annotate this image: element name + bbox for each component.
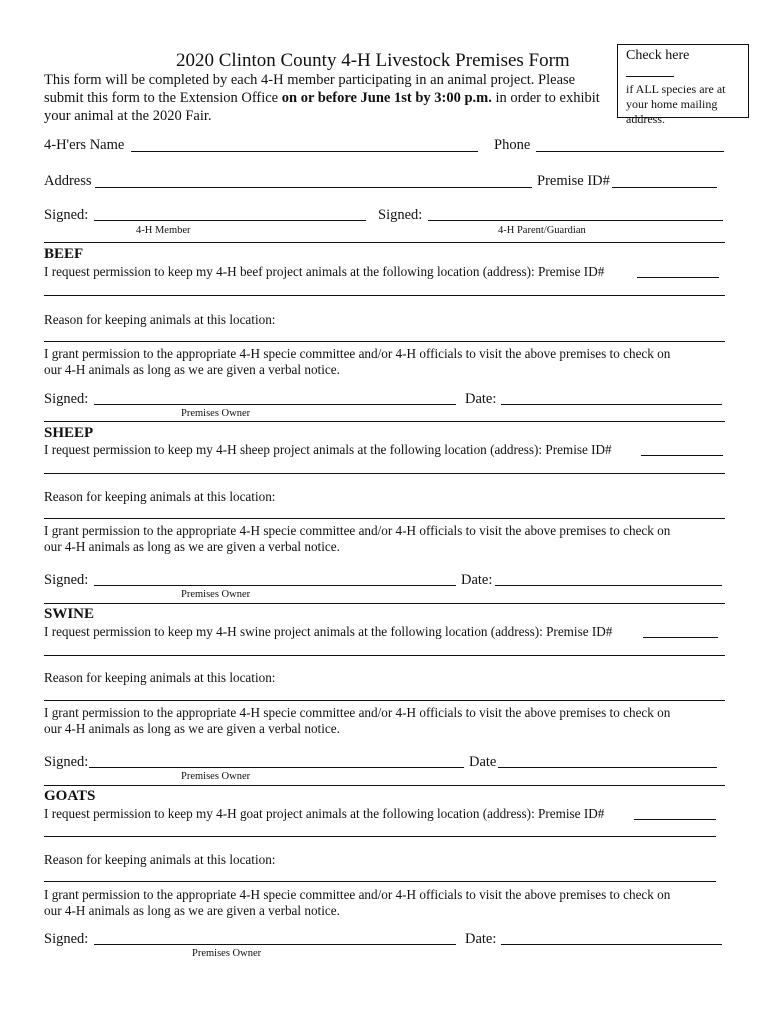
beef-grant-line-1: I grant permission to the appropriate 4-H specie committee and/or 4-H officials to visit the above premises to check on <box>44 346 671 361</box>
swine-premise-id-field[interactable] <box>643 637 718 638</box>
beef-owner-caption: Premises Owner <box>181 408 251 419</box>
sheep-request-text: I request permission to keep my 4-H sheep project animals at the following location (address): Premise ID# <box>44 442 612 457</box>
swine-signed-label: Signed: <box>44 754 89 770</box>
sheep-premise-id-field[interactable] <box>641 455 723 456</box>
check-here-line <box>626 47 740 82</box>
check-here-note: if ALL species are at your home mailing address. <box>626 82 726 126</box>
beef-date-label: Date: <box>465 391 497 407</box>
goats-grant-line-1: I grant permission to the appropriate 4-H specie committee and/or 4-H officials to visit the above premises to check on <box>44 887 671 902</box>
goats-reason-field[interactable] <box>44 881 716 882</box>
swine-owner-caption: Premises Owner <box>181 771 251 782</box>
intro-part-1: This form will be completed by each 4-H member participating in an animal project. Please submit this form to the Extension Office <box>44 72 576 106</box>
goats-divider <box>44 785 725 786</box>
premise-id-field[interactable] <box>612 187 717 188</box>
name-field-last[interactable] <box>305 151 478 152</box>
swine-owner-signature-field[interactable] <box>89 767 464 768</box>
goats-signed-label: Signed: <box>44 931 89 947</box>
goats-request-text: I request permission to keep my 4-H goat project animals at the following location (address): Premise ID# <box>44 806 605 821</box>
member-signed-label: Signed: <box>44 207 89 223</box>
swine-reason-label: Reason for keeping animals at this location: <box>44 670 276 685</box>
swine-date-field[interactable] <box>498 767 717 768</box>
address-field[interactable] <box>95 187 532 188</box>
guardian-signature-field[interactable] <box>428 220 723 221</box>
sheep-heading: SHEEP <box>44 425 94 441</box>
name-label: 4-H'ers Name <box>44 137 125 153</box>
name-field-first[interactable] <box>131 151 305 152</box>
beef-reason-field[interactable] <box>44 341 725 342</box>
sheep-grant-line-1: I grant permission to the appropriate 4-H specie committee and/or 4-H officials to visit the above premises to check on <box>44 523 671 538</box>
swine-heading: SWINE <box>44 606 95 622</box>
beef-signed-label: Signed: <box>44 391 89 407</box>
sheep-reason-field[interactable] <box>44 518 725 519</box>
swine-address-field[interactable] <box>44 655 725 656</box>
premise-id-label: Premise ID# <box>537 173 610 189</box>
phone-label: Phone <box>494 137 531 153</box>
goats-premise-id-field[interactable] <box>634 819 716 820</box>
goats-address-field[interactable] <box>44 836 716 837</box>
swine-date-label: Date <box>469 754 497 770</box>
swine-grant-line-1: I grant permission to the appropriate 4-H specie committee and/or 4-H officials to visit the above premises to check on <box>44 705 671 720</box>
intro-part-2: in order to exhibit your animal at the 2020 Fair. <box>44 90 600 124</box>
goats-date-label: Date: <box>465 931 497 947</box>
goats-grant-line-2: our 4-H animals as long as we are given a verbal notice. <box>44 903 340 918</box>
address-label: Address <box>44 173 92 189</box>
check-here-blank[interactable] <box>626 64 674 77</box>
guardian-signed-label: Signed: <box>378 207 423 223</box>
sheep-address-field[interactable] <box>44 473 725 474</box>
beef-heading: BEEF <box>44 246 84 262</box>
goats-heading: GOATS <box>44 788 96 804</box>
member-caption: 4-H Member <box>136 225 191 236</box>
beef-address-field[interactable] <box>44 295 725 296</box>
swine-divider <box>44 603 725 604</box>
swine-grant-line-2: our 4-H animals as long as we are given a verbal notice. <box>44 721 340 736</box>
sheep-grant-line-2: our 4-H animals as long as we are given a verbal notice. <box>44 539 340 554</box>
phone-field[interactable] <box>536 151 724 152</box>
guardian-caption: 4-H Parent/Guardian <box>498 225 586 236</box>
goats-date-field[interactable] <box>501 944 722 945</box>
beef-date-field[interactable] <box>501 404 722 405</box>
swine-request-text: I request permission to keep my 4-H swine project animals at the following location (address): Premise ID# <box>44 624 613 639</box>
swine-reason-field[interactable] <box>44 700 725 701</box>
sheep-reason-label: Reason for keeping animals at this location: <box>44 489 276 504</box>
goats-reason-label: Reason for keeping animals at this location: <box>44 852 276 867</box>
check-here-label: Check here <box>626 48 690 63</box>
goats-owner-signature-field[interactable] <box>94 944 456 945</box>
member-signature-field[interactable] <box>94 220 366 221</box>
goats-owner-caption: Premises Owner <box>192 948 262 959</box>
beef-request-text: I request permission to keep my 4-H beef project animals at the following location (address): Premise ID# <box>44 264 605 279</box>
sheep-divider <box>44 421 725 422</box>
form-title: 2020 Clinton County 4-H Livestock Premises Form <box>176 50 570 71</box>
intro-text <box>44 71 609 125</box>
sheep-signed-label: Signed: <box>44 572 89 588</box>
beef-owner-signature-field[interactable] <box>94 404 456 405</box>
beef-grant-line-2: our 4-H animals as long as we are given a verbal notice. <box>44 362 340 377</box>
beef-reason-label: Reason for keeping animals at this location: <box>44 312 276 327</box>
sheep-owner-signature-field[interactable] <box>94 585 456 586</box>
intro-deadline: on or before June 1st by 3:00 p.m. <box>281 90 492 106</box>
sheep-date-field[interactable] <box>495 585 722 586</box>
beef-divider <box>44 242 725 243</box>
all-species-checkbox-box[interactable] <box>617 44 749 126</box>
sheep-date-label: Date: <box>461 572 493 588</box>
sheep-owner-caption: Premises Owner <box>181 589 251 600</box>
beef-premise-id-field[interactable] <box>637 277 719 278</box>
